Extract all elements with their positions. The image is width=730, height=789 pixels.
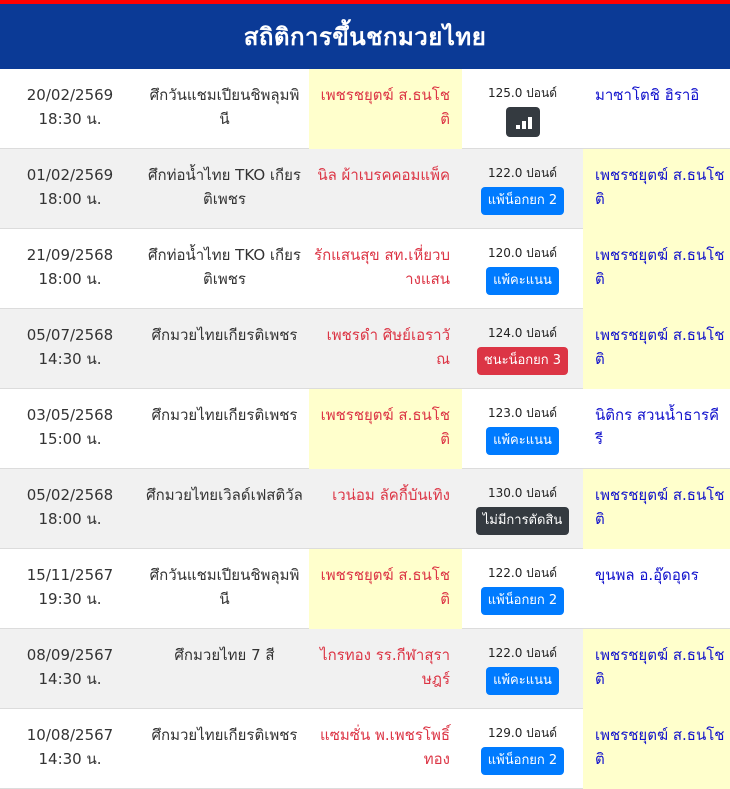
fight-time: 14:30 น.	[38, 750, 102, 768]
event-name: ศึกวันแชมเปียนชิพลุมพินี	[149, 566, 300, 608]
blue-corner-fighter[interactable]: เพชรชยุตฆ์ ส.ธนโชติ	[595, 166, 725, 208]
fight-list	[0, 69, 730, 789]
fight-datetime-cell	[0, 229, 140, 309]
event-name: ศึกมวยไทยเกียรติเพชร	[151, 326, 298, 344]
event-name-cell	[140, 309, 309, 389]
fight-date: 08/09/2567	[26, 646, 114, 664]
blue-corner-fighter[interactable]: ขุนพล อ.อุ๊ดอุดร	[595, 566, 699, 584]
fight-weight: 122.0 ปอนด์	[488, 166, 557, 180]
red-corner-cell	[309, 69, 462, 149]
fight-date: 21/09/2568	[26, 246, 114, 264]
event-name-cell	[140, 149, 309, 229]
fight-time: 18:00 น.	[38, 190, 102, 208]
red-corner-fighter[interactable]: รักแสนสุข สท.เหี่ยวบางแสน	[314, 246, 450, 288]
event-name: ศึกวันแชมเปียนชิพลุมพินี	[149, 86, 300, 128]
blue-corner-cell	[583, 389, 730, 469]
fight-datetime-cell	[0, 709, 140, 789]
event-name-cell	[140, 709, 309, 789]
fight-row	[0, 629, 730, 709]
fight-datetime-cell	[0, 389, 140, 469]
fight-weight: 129.0 ปอนด์	[488, 726, 557, 740]
result-cell	[462, 309, 583, 389]
fight-date: 20/02/2569	[26, 86, 114, 104]
red-corner-fighter[interactable]: เพชรชยุตฆ์ ส.ธนโชติ	[320, 86, 450, 128]
fight-weight: 130.0 ปอนด์	[488, 486, 557, 500]
result-cell	[462, 229, 583, 309]
fight-date: 10/08/2567	[26, 726, 114, 744]
result-cell	[462, 69, 583, 149]
event-name: ศึกท่อน้ำไทย TKO เกียรติเพชร	[148, 246, 301, 288]
result-cell	[462, 149, 583, 229]
fight-time: 15:00 น.	[38, 430, 102, 448]
event-name-cell	[140, 69, 309, 149]
result-cell	[462, 629, 583, 709]
result-badge[interactable]: แพ้น็อกยก 2	[481, 587, 564, 615]
result-badge[interactable]: แพ้น็อกยก 2	[481, 187, 564, 215]
blue-corner-cell	[583, 149, 730, 229]
fight-weight: 120.0 ปอนด์	[488, 246, 557, 260]
fight-date: 03/05/2568	[26, 406, 114, 424]
fight-time: 14:30 น.	[38, 670, 102, 688]
red-corner-cell	[309, 229, 462, 309]
event-name: ศึกมวยไทยเกียรติเพชร	[151, 726, 298, 744]
fight-datetime-cell	[0, 549, 140, 629]
fight-row	[0, 229, 730, 309]
blue-corner-fighter[interactable]: เพชรชยุตฆ์ ส.ธนโชติ	[595, 726, 725, 768]
fight-date: 05/02/2568	[26, 486, 114, 504]
fight-row	[0, 469, 730, 549]
blue-corner-cell	[583, 629, 730, 709]
blue-corner-cell	[583, 709, 730, 789]
result-badge[interactable]: แพ้คะแนน	[486, 427, 559, 455]
fight-datetime-cell	[0, 309, 140, 389]
fight-weight: 122.0 ปอนด์	[488, 566, 557, 580]
event-name: ศึกมวยไทยเวิลด์เฟสติวัล	[146, 486, 303, 504]
red-corner-cell	[309, 389, 462, 469]
blue-corner-cell	[583, 309, 730, 389]
event-name-cell	[140, 229, 309, 309]
result-badge[interactable]: แพ้คะแนน	[486, 667, 559, 695]
fight-datetime-cell	[0, 69, 140, 149]
blue-corner-fighter[interactable]: นิติกร สวนน้ำธารคีรี	[595, 406, 720, 448]
fight-row	[0, 709, 730, 789]
fight-datetime-cell	[0, 149, 140, 229]
result-cell	[462, 469, 583, 549]
red-corner-cell	[309, 309, 462, 389]
blue-corner-fighter[interactable]: มาซาโตชิ ฮิราอิ	[595, 86, 700, 104]
blue-corner-cell	[583, 69, 730, 149]
fight-weight: 125.0 ปอนด์	[488, 86, 557, 100]
result-cell	[462, 549, 583, 629]
red-corner-cell	[309, 469, 462, 549]
event-name: ศึกท่อน้ำไทย TKO เกียรติเพชร	[148, 166, 301, 208]
fight-time: 19:30 น.	[38, 590, 102, 608]
fight-time: 18:00 น.	[38, 510, 102, 528]
fight-time: 18:30 น.	[38, 110, 102, 128]
fight-datetime-cell	[0, 629, 140, 709]
blue-corner-fighter[interactable]: เพชรชยุตฆ์ ส.ธนโชติ	[595, 486, 725, 528]
red-corner-fighter[interactable]: เวน่อม ลัคกี้บันเทิง	[332, 486, 450, 504]
result-cell	[462, 389, 583, 469]
red-corner-cell	[309, 549, 462, 629]
fight-weight: 123.0 ปอนด์	[488, 406, 557, 420]
event-name-cell	[140, 629, 309, 709]
red-corner-cell	[309, 149, 462, 229]
fight-time: 18:00 น.	[38, 270, 102, 288]
blue-corner-cell	[583, 469, 730, 549]
event-name-cell	[140, 549, 309, 629]
red-corner-fighter[interactable]: นิล ผ้าเบรคคอมแพ็ค	[317, 166, 450, 184]
stats-button[interactable]	[506, 107, 540, 137]
result-badge[interactable]: ไม่มีการตัดสิน	[476, 507, 570, 535]
fight-time: 14:30 น.	[38, 350, 102, 368]
red-corner-fighter[interactable]: แซมซั่น พ.เพชรโพธิ์ทอง	[320, 726, 450, 768]
red-corner-fighter[interactable]: เพชรชยุตฆ์ ส.ธนโชติ	[320, 406, 450, 448]
red-corner-fighter[interactable]: เพชรดำ ศิษย์เอราวัณ	[326, 326, 450, 368]
fight-datetime-cell	[0, 469, 140, 549]
result-cell	[462, 709, 583, 789]
event-name: ศึกมวยไทย 7 สี	[174, 646, 275, 664]
blue-corner-cell	[583, 549, 730, 629]
fight-row	[0, 549, 730, 629]
fight-row	[0, 389, 730, 469]
fight-row	[0, 149, 730, 229]
red-corner-cell	[309, 709, 462, 789]
fight-row	[0, 69, 730, 149]
fight-date: 01/02/2569	[26, 166, 114, 184]
fight-weight: 124.0 ปอนด์	[488, 326, 557, 340]
event-name: ศึกมวยไทยเกียรติเพชร	[151, 406, 298, 424]
page-title: สถิติการขึ้นชกมวยไทย	[243, 23, 487, 51]
red-corner-fighter[interactable]: เพชรชยุตฆ์ ส.ธนโชติ	[320, 566, 450, 608]
blue-corner-fighter[interactable]: เพชรชยุตฆ์ ส.ธนโชติ	[595, 246, 725, 288]
blue-corner-fighter[interactable]: เพชรชยุตฆ์ ส.ธนโชติ	[595, 646, 725, 688]
fight-date: 15/11/2567	[26, 566, 114, 584]
page-header	[0, 4, 730, 69]
result-badge[interactable]: แพ้น็อกยก 2	[481, 747, 564, 775]
result-badge[interactable]: ชนะน็อกยก 3	[477, 347, 568, 375]
result-badge[interactable]: แพ้คะแนน	[486, 267, 559, 295]
red-corner-fighter[interactable]: ไกรทอง รร.กีฬาสุราษฎร์	[320, 646, 450, 688]
red-corner-cell	[309, 629, 462, 709]
blue-corner-cell	[583, 229, 730, 309]
fight-weight: 122.0 ปอนด์	[488, 646, 557, 660]
fight-row	[0, 309, 730, 389]
fight-date: 05/07/2568	[26, 326, 114, 344]
blue-corner-fighter[interactable]: เพชรชยุตฆ์ ส.ธนโชติ	[595, 326, 725, 368]
event-name-cell	[140, 469, 309, 549]
event-name-cell	[140, 389, 309, 469]
